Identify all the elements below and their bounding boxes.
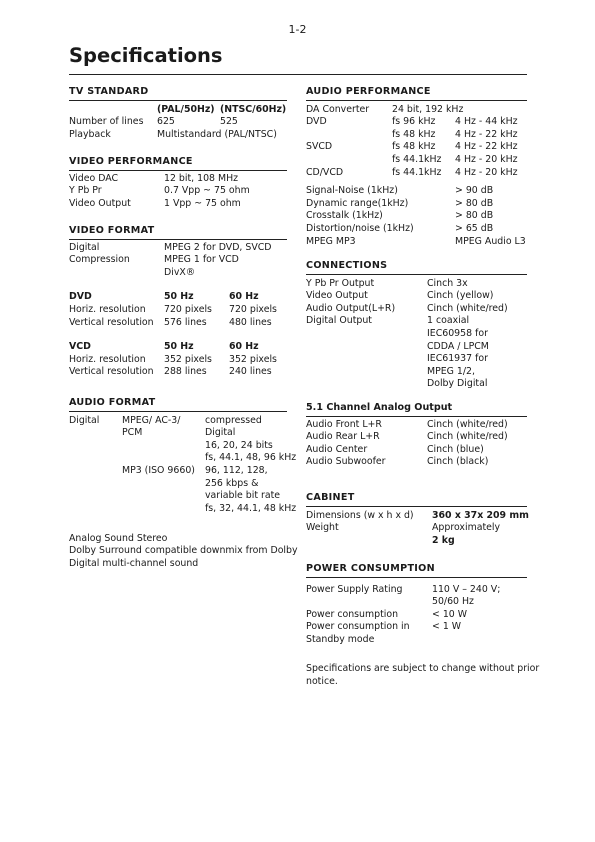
table-row [69, 116, 287, 129]
row-value-50hz: 352 pixels [164, 353, 212, 365]
footnote [306, 663, 539, 688]
tv-standard-heading: TV STANDARD [69, 86, 287, 101]
row-fs: fs 48 kHz [392, 141, 436, 153]
ntsc-header: (NTSC/60Hz) [220, 103, 287, 115]
table-row [306, 185, 527, 198]
vcd-col-60hz: 60 Hz [229, 341, 259, 353]
video-format-heading: VIDEO FORMAT [69, 225, 287, 240]
dvd-col-60hz: 60 Hz [229, 291, 259, 303]
row-value-60hz: 352 pixels [229, 353, 277, 365]
row-label: Compression [69, 254, 130, 266]
connections-section [306, 260, 527, 392]
row-range: 4 Hz - 22 kHz [455, 141, 518, 153]
table-row [69, 354, 287, 367]
table-row [306, 419, 527, 432]
connection-value: IEC60958 for [427, 327, 488, 339]
audio-format-detail: variable bit rate [205, 490, 281, 502]
connections-heading: CONNECTIONS [306, 260, 527, 275]
table-row [69, 267, 287, 280]
table-row [306, 223, 527, 236]
row-label: Dimensions (w x h x d) [306, 509, 414, 521]
audio-performance-section [306, 86, 527, 248]
connection-value: MPEG 1/2, [427, 365, 475, 377]
row-range: 4 Hz - 22 kHz [455, 128, 518, 140]
row-label: Horiz. resolution [69, 303, 146, 315]
table-row [306, 129, 527, 142]
tv-standard-section [69, 86, 287, 141]
audio-format-detail: 256 kbps & [205, 477, 259, 489]
table-row [69, 242, 287, 255]
row-value: Approximately [432, 522, 501, 534]
row-value: > 80 dB [455, 210, 494, 222]
table-row [306, 510, 527, 523]
row-label: Audio Rear L+R [306, 431, 380, 443]
power-label: Power consumption [306, 608, 399, 620]
table-row [306, 167, 527, 180]
table-row [69, 317, 287, 330]
audio-format-codec: MP3 (ISO 9660) [122, 464, 195, 476]
power-label [306, 596, 410, 609]
vcd-col-50hz: 50 Hz [164, 341, 194, 353]
row-fs: fs 44.1kHz [392, 166, 442, 178]
video-format-section [69, 225, 287, 379]
audio-format-detail: fs, 32, 44.1, 48 kHz [205, 502, 297, 514]
row-label: Digital [69, 241, 100, 253]
row-label: Number of lines [69, 116, 144, 128]
title-rule [69, 74, 527, 75]
row-value: Cinch (white/red) [427, 431, 508, 443]
row-label: Video DAC [69, 172, 119, 184]
row-value: 2 kg [432, 534, 455, 546]
row-label: Audio Subwoofer [306, 456, 386, 468]
cabinet-section [306, 492, 527, 547]
row-label: Signal-Noise (1kHz) [306, 185, 398, 197]
row-label: MPEG MP3 [306, 235, 356, 247]
video-performance-section [69, 156, 287, 210]
row-value: > 80 dB [455, 197, 494, 209]
row-fs: fs 44.1kHz [392, 153, 442, 165]
audio-format-detail: 96, 112, 128, [205, 464, 268, 476]
dvd-header [69, 291, 287, 304]
analog-output-heading: 5.1 Channel Analog Output [306, 402, 527, 417]
power-label: Power consumption in [306, 621, 410, 633]
page-number: 1-2 [288, 23, 307, 36]
table-row [306, 198, 527, 211]
audio-performance-heading: AUDIO PERFORMANCE [306, 86, 527, 101]
audio-format-heading: AUDIO FORMAT [69, 397, 287, 412]
footnote-line: notice. [306, 675, 338, 687]
vcd-header [69, 341, 287, 354]
connection-label: Video Output [306, 290, 368, 302]
row-label: SVCD [306, 141, 333, 153]
table-row [69, 366, 287, 379]
audio-format-codec [122, 452, 195, 465]
table-row [69, 185, 287, 198]
table-row [306, 431, 527, 444]
row-label: Audio Front L+R [306, 418, 382, 430]
ntsc-value: 525 [220, 116, 238, 128]
row-value: MPEG Audio L3 [455, 235, 526, 247]
row-value-50hz: 576 lines [164, 316, 207, 328]
table-row [306, 456, 527, 469]
row-label: Horiz. resolution [69, 353, 146, 365]
connection-value: Cinch 3x [427, 277, 468, 289]
row-label: DA Converter [306, 103, 370, 115]
power-label: Power Supply Rating [306, 583, 403, 595]
power-value: < 1 W [432, 621, 462, 633]
row-label: Dynamic range(1kHz) [306, 197, 409, 209]
video-performance-heading: VIDEO PERFORMANCE [69, 156, 287, 171]
row-label: Vertical resolution [69, 316, 154, 328]
table-row [306, 522, 527, 535]
pal-value: Multistandard (PAL/NTSC) [157, 128, 277, 140]
row-fs: fs 48 kHz [392, 128, 436, 140]
row-value: 360 x 37x 209 mm [432, 509, 529, 521]
table-row [306, 116, 527, 129]
row-range: 4 Hz - 44 kHz [455, 116, 518, 128]
page-title: Specifications [69, 44, 223, 67]
row-label: Audio Center [306, 443, 368, 455]
row-label: Crosstalk (1kHz) [306, 210, 383, 222]
power-value: < 10 W [432, 608, 468, 620]
connection-label: Digital Output [306, 315, 372, 327]
row-label: Weight [306, 522, 339, 534]
row-label: Distortion/noise (1kHz) [306, 222, 414, 234]
row-value: Cinch (white/red) [427, 418, 508, 430]
audio-format-detail: 16, 20, 24 bits [205, 439, 273, 451]
connection-value: CDDA / LPCM [427, 340, 489, 352]
dvd-label: DVD [69, 291, 92, 303]
connection-value: 1 coaxial [427, 315, 470, 327]
row-value: Cinch (black) [427, 456, 489, 468]
row-value: 1 Vpp ~ 75 ohm [164, 197, 241, 209]
cabinet-heading: CABINET [306, 492, 527, 507]
audio-format-detail: Digital [205, 427, 236, 439]
power-value: 50/60 Hz [432, 596, 474, 608]
row-value-60hz: 720 pixels [229, 303, 277, 315]
connection-value: IEC61937 for [427, 353, 488, 365]
table-row [306, 444, 527, 457]
table-row [306, 141, 527, 154]
connection-value: Cinch (yellow) [427, 290, 494, 302]
audio-format-codec [122, 440, 195, 453]
analog-output-section [306, 402, 527, 469]
row-value: > 65 dB [455, 222, 494, 234]
audio-format-codec: PCM [122, 427, 143, 439]
dvd-col-50hz: 50 Hz [164, 291, 194, 303]
pal-value: 625 [157, 116, 175, 128]
row-value: 24 bit, 192 kHz [392, 103, 464, 115]
row-label: DVD [306, 116, 327, 128]
row-value-60hz: 240 lines [229, 366, 272, 378]
table-row [69, 304, 287, 317]
power-value: 110 V – 240 V; [432, 583, 501, 595]
table-row [306, 236, 527, 249]
row-value: > 90 dB [455, 185, 494, 197]
audio-format-detail: compressed [205, 414, 262, 426]
connection-label: Audio Output(L+R) [306, 302, 396, 314]
connection-value: Dolby Digital [427, 378, 488, 390]
footnote-line: Specifications are subject to change without prior [306, 663, 540, 674]
audio-format-note: Dolby Surround compatible downmix from Dolby [69, 545, 298, 557]
power-heading: POWER CONSUMPTION [306, 563, 527, 578]
audio-format-label: Digital [69, 414, 100, 426]
row-label: Video Output [69, 197, 131, 209]
pal-header: (PAL/50Hz) [157, 103, 215, 115]
row-value-50hz: 720 pixels [164, 303, 212, 315]
power-section [306, 563, 527, 648]
row-value: DivX® [164, 266, 196, 278]
audio-format-detail: fs, 44.1, 48, 96 kHz [205, 452, 297, 464]
row-value: Cinch (blue) [427, 443, 484, 455]
row-value: MPEG 2 for DVD, SVCD [164, 241, 272, 253]
table-row [306, 210, 527, 223]
table-row [69, 198, 287, 211]
power-label: Standby mode [306, 633, 375, 645]
row-range: 4 Hz - 20 kHz [455, 166, 518, 178]
row-value: 0.7 Vpp ~ 75 ohm [164, 185, 250, 197]
table-row [69, 129, 287, 142]
audio-format-note: Analog Sound Stereo [69, 532, 168, 544]
row-label: CD/VCD [306, 166, 344, 178]
row-range: 4 Hz - 20 kHz [455, 153, 518, 165]
row-value-50hz: 288 lines [164, 366, 207, 378]
row-label: Vertical resolution [69, 366, 154, 378]
row-fs: fs 96 kHz [392, 116, 436, 128]
row-label: Playback [69, 128, 111, 140]
audio-format-codec: MPEG/ AC-3/ [122, 414, 181, 426]
table-row [69, 173, 287, 186]
tv-standard-column-headers [69, 104, 287, 117]
audio-format-section [69, 397, 298, 570]
vcd-label: VCD [69, 341, 91, 353]
table-row [306, 104, 527, 117]
row-value-60hz: 480 lines [229, 316, 272, 328]
row-value: MPEG 1 for VCD [164, 254, 239, 266]
connection-label: Y Pb Pr Output [306, 277, 375, 289]
connection-value: Cinch (white/red) [427, 302, 508, 314]
row-value: 12 bit, 108 MHz [164, 172, 239, 184]
table-row [69, 254, 287, 267]
table-row [306, 535, 527, 548]
row-label: Y Pb Pr [69, 185, 102, 197]
audio-format-note: Digital multi-channel sound [69, 557, 199, 569]
table-row [306, 154, 527, 167]
